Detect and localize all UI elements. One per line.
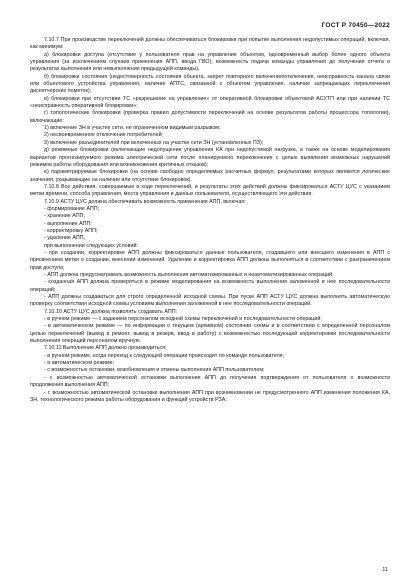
paragraph: в) блокировки при отсутствии ТС «разрешение на управление» от оперативной блокировки объектовой АСУТП или при наличии ТС «неисправность оперативной блокировки»; xyxy=(30,95,390,110)
list-item: - в автоматическом режиме; xyxy=(44,360,115,367)
list-item: - созданная АПП должна проверяться в режиме моделирования на возможность выполнения заложенной в нее последовательности операций; xyxy=(30,279,390,293)
paragraph: 1) включение ЗН в участке сети, не ограниченном видимым разрывом; xyxy=(44,125,221,132)
paragraph: 7.10.10 АСТУ ЦУС должна позволять создавать АПП: xyxy=(44,308,178,315)
paragraph: 7.10.11 Выполнение АПП должно производиться: xyxy=(44,345,167,352)
paragraph: е) параметрируемые блокировки (на основе свободно определяемых расчетных формул, результатами которых являются логические значения, указывающие на наличие или отсутствие блокировок). xyxy=(30,169,390,183)
list-item: - АПП должны создаваться для строго определенной исходной схемы. При пуске АПП АСТУ ЦУС должна выполнять автоматическую проверку соответствия исходной схемы условиям выполнения заложенной в нее последовательности операций. xyxy=(30,294,390,308)
paragraph: 2) несвоевременное отключение потребителей; xyxy=(44,132,164,139)
paragraph: а) блокировки доступа (отсутствие у пользователя прав на управление объектом, одновременный выбор более одного объекта управления (за исключением случаев применения АПП, ввода ГВО), возможность подачи команды управления до получения отчета о результатах выполнения или невыполнения предыдущей команды), xyxy=(30,51,390,73)
list-item: - удаление АПП, xyxy=(44,235,86,242)
paragraph: при выполнении следующих условий: xyxy=(44,242,138,249)
list-item: - выполнение АПП; xyxy=(44,220,92,227)
list-item: - корректировку АПП; xyxy=(44,227,98,234)
paragraph: 7.10.7 При производстве переключений должны обеспечиваться блокировки при попытке выполнения недопустимых операций, включая, как минимум: xyxy=(30,37,390,51)
list-item: - хранение АПП; xyxy=(44,213,85,220)
page-number: 11 xyxy=(382,567,388,573)
list-item: - при создании, корректировке АПП должны фиксироваться данные пользователя, создавшего или внесшего изменения в АПП с присвоением метки о создании, внесении изменений. Удаление и корректировка АПП должны выполняться в соответствии с разграничением прав доступа; xyxy=(30,249,390,271)
list-item: - АПП должна предусматривать возможность выполнения автоматизированных и неавтоматизированных операций; xyxy=(44,272,334,278)
document-body xyxy=(30,37,390,404)
paragraph: г) топологические блокировки (проверка правил допустимости переключений на основе результатов работы процессора топологии), включающие: xyxy=(30,110,390,124)
paragraph: д) режимные блокировки (включающие недопущение управления КА при недопустимой нагрузке, а также на основе моделирования вариантов прогнозируемого режима электрической сети после планируемого переключения с целью выявления возможных нарушений режимов работы оборудования или возникновения критичных отказов); xyxy=(30,147,390,168)
list-item: - в ручном режиме, когда переход к следующей операции происходит по команде пользователя; xyxy=(44,352,285,359)
paragraph: 7.10.9 АСТУ ЦУС должна обеспечивать возможность применения АПП, включая: xyxy=(44,198,246,205)
list-item: - с возможностью автоматической остановки выполнения АПП при возникновении не предусмотренного АПП изменения положения КА, ЗН, технологического режима работы оборудования и функций устройств РЗА; xyxy=(30,389,390,403)
list-item: - формирование АПП; xyxy=(44,205,100,212)
list-item: - с возможностью автоматической остановки выполнения АПП до получения подтверждения от пользователя о возможности продолжения выполнения АПП; xyxy=(30,374,390,389)
list-item: - в автоматическом режиме — по информации о текущем (архивном) состоянии схемы и в соответствии с определенной персоналом целью переключений (вывод в ремонт, вывод в резерв, ввод в работу) с возможностью последующей корректировки последовательности выполнения операций персоналом вручную. xyxy=(30,323,390,345)
list-item: - в ручном режиме — с заданием персоналом исходной схемы переключений и последовательности операций; xyxy=(44,316,322,323)
paragraph: 7.10.8 Все действия, совершаемые в ходе переключений, и результаты этих действий должны фиксироваться АСТУ ЦУС с указанием метки времени, способа управления, места управления и данных пользователя, осуществляющего эти действия. xyxy=(30,183,390,198)
standard-number: ГОСТ Р 70450—2022 xyxy=(321,22,390,29)
paragraph: б) блокировки состояния (недостоверность состояния объекта, запрет повторного включения/отключения, неисправность канала связи или объектового устройства управления, наличие АПТС, связанной с объектом управления, наличие запрещающих переключения диспетчерских пометок); xyxy=(30,73,390,95)
paragraph: 3) включение разъединителей при включенных на участке сети ЗН (установленных ПЗ); xyxy=(44,139,264,146)
list-item: - с возможностью остановки, возобновления и отмены выполнения АПП пользователем; xyxy=(44,367,265,374)
